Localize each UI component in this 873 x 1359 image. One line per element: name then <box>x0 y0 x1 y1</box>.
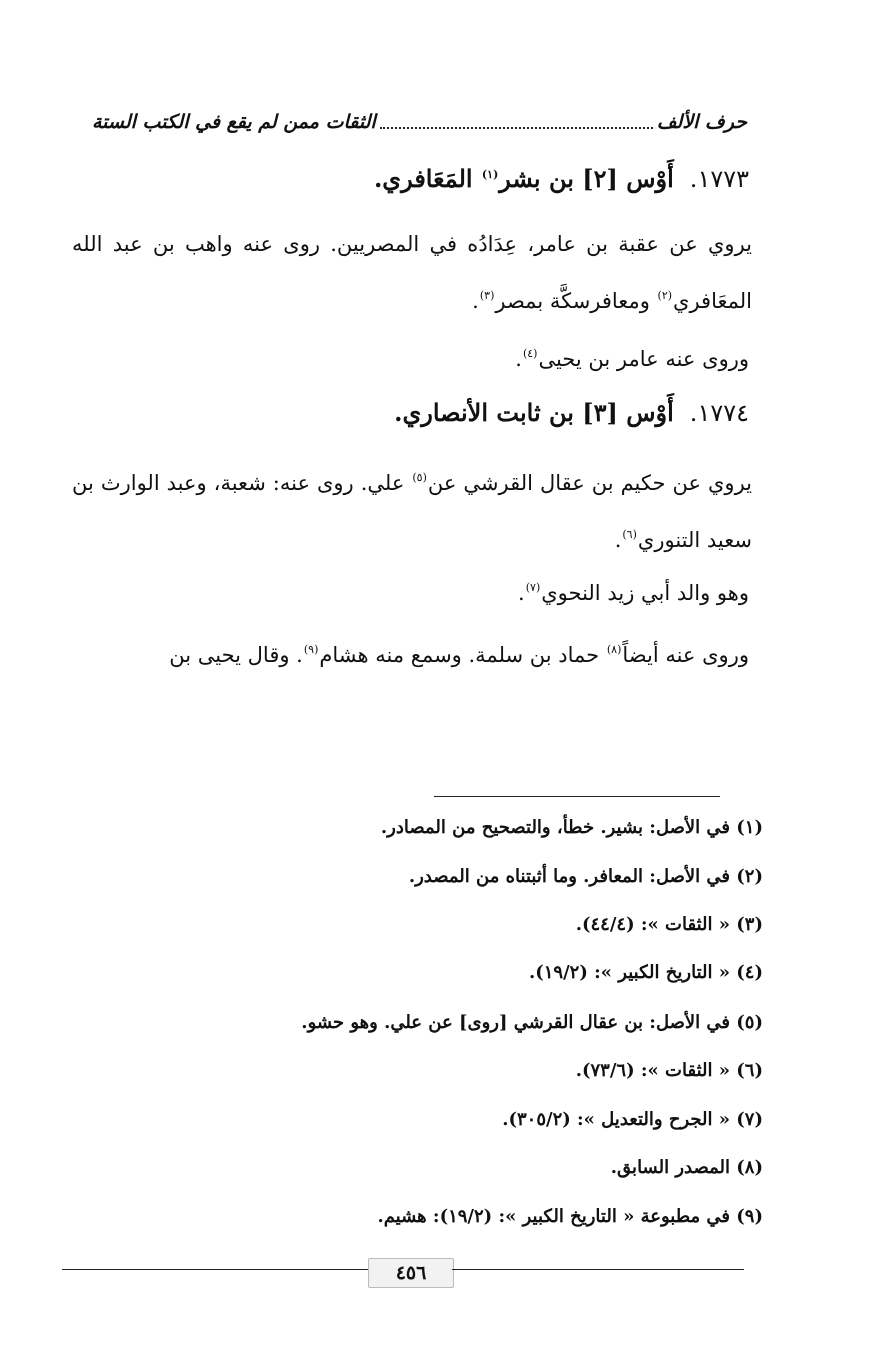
footnote-3: (٣) « الثقات »: (٤٤/٤). <box>575 914 763 935</box>
paragraph-text: وهو والد أبي زيد النحوي <box>541 581 749 605</box>
paragraph-text: وروى عنه عامر بن يحيى <box>538 347 749 371</box>
paragraph-1774-relation <box>518 562 749 619</box>
paragraph-text: حماد بن سلمة. وسمع منه هشام <box>319 643 606 667</box>
footnote-4: (٤) « التاريخ الكبير »: (١٩/٢). <box>528 962 763 983</box>
paragraph-text: . <box>472 289 479 313</box>
footnote-7: (٧) « الجرح والتعديل »: (٣٠٥/٢). <box>502 1109 763 1130</box>
footnote-ref: (٨) <box>606 643 622 656</box>
entry-name: أَوْس [٢] بن بشر <box>499 164 674 193</box>
footnote-2: (٢) في الأصل: المعافر. وما أثبتناه من المصدر. <box>408 866 763 887</box>
footnote-ref: (٦) <box>622 528 637 541</box>
paragraph-text: يروي عن عقبة بن عامر، عِدَادُه في المصريين. روى عنه واهب بن عبد الله المعَافري <box>72 232 752 313</box>
paragraph-text: . <box>614 528 622 552</box>
footnote-ref: (٣) <box>479 289 495 302</box>
paragraph-1774-text <box>72 452 752 566</box>
paragraph-text: . <box>515 347 522 371</box>
page-number: ٤٥٦ <box>368 1258 454 1288</box>
header-dot-leader <box>380 115 653 129</box>
footnote-ref: (٧) <box>525 581 541 594</box>
header-book-title: الثقات ممن لم يقع في الكتب الستة <box>92 111 376 133</box>
paragraph-1773-text <box>72 218 752 327</box>
footnote-6: (٦) « الثقات »: (٧٣/٦). <box>575 1060 763 1081</box>
footer-rule-right <box>452 1269 744 1270</box>
entry-name-nisba: المَعَافري. <box>373 164 473 193</box>
footnote-9: (٩) في مطبوعة « التاريخ الكبير »: (١٩/٢): هشيم. <box>377 1206 763 1227</box>
footnote-ref: (٥) <box>412 471 427 484</box>
paragraph-text: يروي عن حكيم بن عقال القرشي عن <box>427 471 752 495</box>
paragraph-text: . وقال يحيى بن <box>169 643 303 667</box>
footnote-ref: (٩) <box>303 643 319 656</box>
footnote-1: (١) في الأصل: بشير. خطأ، والتصحيح من المصادر. <box>380 817 763 838</box>
footnote-separator <box>434 796 720 797</box>
footnote-ref: (٤) <box>522 347 538 360</box>
footnote-8: (٨) المصدر السابق. <box>610 1157 763 1178</box>
entry-name: أَوْس [٣] بن ثابت الأنصاري. <box>394 398 674 427</box>
entry-heading-1774 <box>394 398 749 427</box>
paragraph-text: وروى عنه أيضاً <box>622 643 749 667</box>
header-section: حرف الألف <box>656 111 747 133</box>
entry-number: ١٧٧٣. <box>689 165 749 193</box>
paragraph-text: علي. روى عنه: شعبة، وعبد الوارث بن سعيد التنوري <box>72 471 752 552</box>
paragraph-1774-narrators <box>169 624 749 681</box>
entry-heading-1773 <box>374 164 749 193</box>
footer-rule-left <box>62 1269 368 1270</box>
footnote-5: (٥) في الأصل: بن عقال القرشي [روى] عن علي. وهو حشو. <box>301 1012 763 1033</box>
paragraph-text: ومعافرسكَّة بمصر <box>495 289 657 313</box>
running-header <box>92 105 747 139</box>
paragraph-text: . <box>518 581 525 605</box>
entry-number: ١٧٧٤. <box>689 399 749 427</box>
paragraph-1773-narrator <box>515 328 749 385</box>
footnote-ref: (١) <box>481 168 499 181</box>
footnote-ref: (٢) <box>657 289 673 302</box>
